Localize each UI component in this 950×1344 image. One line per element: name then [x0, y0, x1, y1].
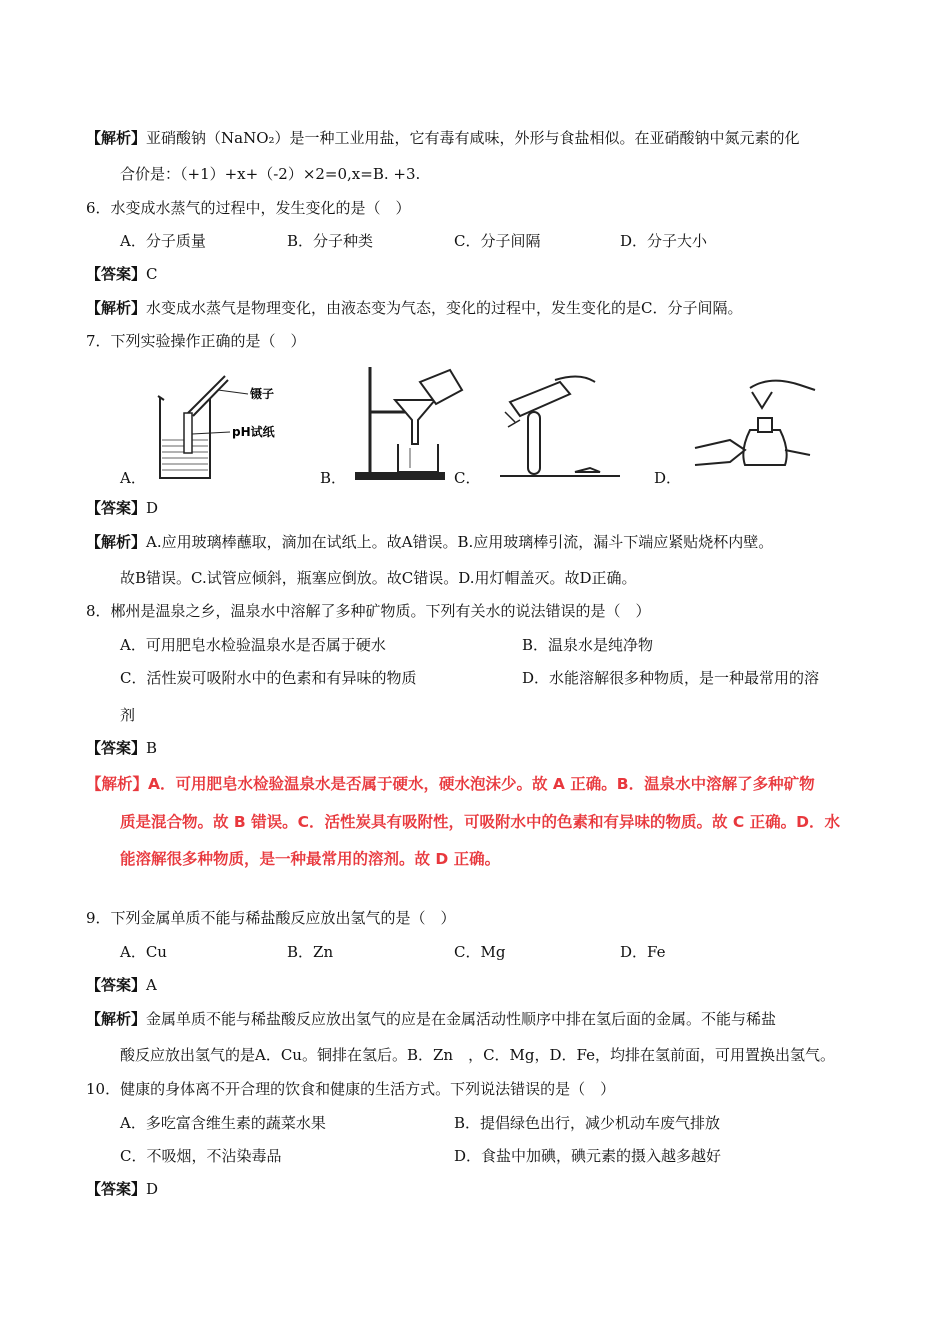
answer-tag: 【答案】: [86, 739, 147, 757]
answer-tag: 【答案】: [86, 265, 147, 283]
q7-answer: [86, 498, 158, 518]
q8-answer: [86, 738, 157, 758]
q9-stem: 9．下列金属单质不能与稀盐酸反应放出氢气的是（ ）: [86, 909, 456, 927]
analysis-tag: 【解析】: [86, 129, 147, 147]
figure-d-alcohol-lamp: [690, 370, 825, 482]
q7-analysis-line1: [86, 532, 773, 552]
q9-option-a: A．Cu: [120, 943, 167, 961]
figure-b-label: B．: [320, 469, 347, 487]
q8-analysis-line1: 【解析】A．可用肥皂水检验温泉水是否属于硬水，硬水泡沫少。故 A 正确。B．温泉水中溶解了多种矿物: [86, 775, 815, 793]
answer-value: B: [146, 739, 158, 757]
q5-analysis-line2: 合价是：（+1）+x+（-2）×2=0,x=B. +3.: [120, 165, 421, 183]
q10-option-b: B．提倡绿色出行，减少机动车废气排放: [454, 1114, 721, 1132]
analysis-text: 亚硝酸钠（NaNO₂）是一种工业用盐，它有毒有咸味，外形与食盐相似。在亚硝酸钠中氮元素的化: [146, 129, 800, 147]
q9-answer: [86, 975, 157, 995]
q10-option-c: C．不吸烟，不沾染毒品: [120, 1147, 282, 1165]
q6-stem: 6．水变成水蒸气的过程中，发生变化的是（ ）: [86, 199, 411, 217]
q9-option-c: C．Mg: [454, 943, 506, 961]
q7-stem: 7．下列实验操作正确的是（ ）: [86, 332, 306, 350]
answer-value: A: [146, 976, 157, 994]
answer-tag: 【答案】: [86, 976, 147, 994]
q10-answer: [86, 1179, 158, 1199]
q8-stem: 8．郴州是温泉之乡，温泉水中溶解了多种矿物质。下列有关水的说法错误的是（ ）: [86, 602, 651, 620]
analysis-tag: 【解析】: [86, 533, 147, 551]
q8-option-a: A．可用肥皂水检验温泉水是否属于硬水: [120, 636, 386, 654]
q8-option-d-continued: 剂: [120, 706, 136, 724]
figure-a-label-ph-paper: pH试纸: [232, 425, 275, 439]
q7-analysis-line2: 故B错误。C.试管应倾斜，瓶塞应倒放。故C错误。D.用灯帽盖灭。故D正确。: [120, 569, 637, 587]
q10-option-d: D．食盐中加碘，碘元素的摄入越多越好: [454, 1147, 722, 1165]
q8-option-c: C．活性炭可吸附水中的色素和有异味的物质: [120, 669, 417, 687]
figure-a-label: A．: [120, 469, 146, 487]
q10-stem: 10．健康的身体离不开合理的饮食和健康的生活方式。下列说法错误的是（ ）: [86, 1080, 616, 1098]
q10-option-a: A．多吃富含维生素的蔬菜水果: [120, 1114, 326, 1132]
q9-analysis-line2: 酸反应放出氢气的是A．Cu。铜排在氢后。B．Zn ，C．Mg，D．Fe，均排在氢前面，可用置换出氢气。: [120, 1046, 836, 1064]
analysis-tag: 【解析】: [86, 1010, 147, 1028]
q9-option-b: B．Zn: [287, 943, 334, 961]
figure-c-label: C．: [454, 469, 481, 487]
figure-d-label: D．: [654, 469, 682, 487]
figure-b-filtration: [350, 362, 470, 484]
q8-analysis-line2: 质是混合物。故 B 错误。C．活性炭具有吸附性，可吸附水中的色素和有异味的物质。故 C 正确。D．水: [120, 813, 841, 831]
q6-answer: [86, 264, 158, 284]
figure-a-label-tweezers: 镊子: [250, 387, 275, 401]
q6-option-b: B．分子种类: [287, 232, 374, 250]
figure-c-pouring: [480, 372, 630, 482]
q9-option-d: D．Fe: [620, 943, 666, 961]
analysis-text: A.应用玻璃棒蘸取，滴加在试纸上。故A错误。B.应用玻璃棒引流，漏斗下端应紧贴烧杯内壁。: [146, 533, 774, 551]
analysis-text: 金属单质不能与稀盐酸反应放出氢气的应是在金属活动性顺序中排在氢后面的金属。不能与稀盐: [146, 1010, 777, 1028]
q6-option-a: A．分子质量: [120, 232, 206, 250]
answer-value: D: [146, 499, 159, 517]
q6-option-c: C．分子间隔: [454, 232, 541, 250]
answer-tag: 【答案】: [86, 1180, 147, 1198]
q9-analysis-line1: [86, 1009, 776, 1029]
answer-value: C: [146, 265, 158, 283]
answer-value: D: [146, 1180, 159, 1198]
analysis-text: 水变成水蒸气是物理变化，由液态变为气态，变化的过程中，发生变化的是C．分子间隔。: [146, 299, 743, 317]
q8-option-d: D．水能溶解很多种物质，是一种最常用的溶: [522, 669, 820, 687]
answer-tag: 【答案】: [86, 499, 147, 517]
figure-a-beaker-ph-paper: [150, 368, 300, 483]
q6-option-d: D．分子大小: [620, 232, 708, 250]
analysis-tag: 【解析】: [86, 299, 147, 317]
q8-option-b: B．温泉水是纯净物: [522, 636, 654, 654]
q5-analysis-line1: [86, 128, 800, 148]
q6-analysis: [86, 298, 743, 318]
q8-analysis-line3: 能溶解很多种物质，是一种最常用的溶剂。故 D 正确。: [120, 850, 501, 868]
